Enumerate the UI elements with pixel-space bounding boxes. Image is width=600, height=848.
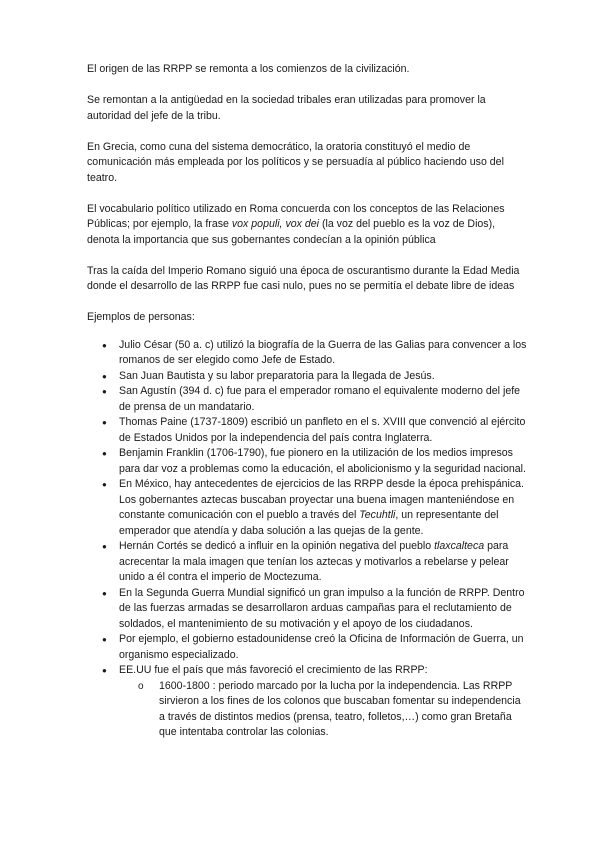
- list-item: [87, 663, 527, 741]
- mexico-text-a: En México, hay antecedentes de ejercicios de las RRPP desde la época prehispánica. Los gobernantes aztecas buscaban proyectar una buena imagen manteniéndose en constante comunicación con el pueblo a través del: [119, 478, 524, 521]
- list-item: ● En la Segunda Guerra Mundial significó un gran impulso a la función de RRPP. Dentro de las fuerzas armadas se desarrollaron arduas campañas para el reclutamiento de soldados, el mantenimiento de su motivación y el apoyo de los ciudadanos.: [87, 586, 527, 633]
- list-item: ● Benjamin Franklin (1706-1790), fue pionero en la utilización de los medios impresos para dar voz a problemas como la educación, el abolicionismo y la seguridad nacional.: [87, 446, 527, 477]
- rome-text-italic: vox populi, vox dei: [231, 218, 320, 230]
- cortes-text-italic: tlaxcalteca: [434, 540, 485, 552]
- list-item: ● Por ejemplo, el gobierno estadounidense creó la Oficina de Información de Guerra, un organismo especializado.: [87, 632, 527, 663]
- sub-list-item: o 1600-1800 : periodo marcado por la lucha por la independencia. Las RRPP sirvieron a los fines de los colonos que buscaban fomentar su independencia a través de distintos medios (prensa, teatro, folletos,…) como gran Bretaña que intentaba controlar las colonias.: [127, 679, 527, 741]
- cortes-text-c: para acrecentar la mala imagen que tenían los aztecas y motivarlos a rebelarse y pelear unido a él contra el imperio de Moctezuma.: [119, 540, 509, 583]
- list-item: ● San Juan Bautista y su labor preparatoria para la llegada de Jesús.: [87, 369, 527, 385]
- examples-list: [87, 338, 527, 741]
- list-item: ● Julio César (50 a. c) utilizó la biografía de la Guerra de las Galias para convencer a los romanos de ser elegido como Jefe de Estado.: [87, 338, 527, 369]
- list-item: ● San Agustín (394 d. c) fue para el emperador romano el equivalente moderno del jefe de prensa de un mandatario.: [87, 384, 527, 415]
- rome-text-c: (la voz del pueblo es la voz de Dios), denota la importancia que sus gobernantes condecían a la opinión pública: [87, 218, 496, 246]
- list-item: [87, 539, 527, 586]
- list-item: ● Thomas Paine (1737-1809) escribió un panfleto en el s. XVIII que convenció al ejército de Estados Unidos por la independencia del país contra Inglaterra.: [87, 415, 527, 446]
- mexico-text-italic: Tecuhtli: [359, 509, 396, 521]
- rome-text-a: El vocabulario político utilizado en Roma concuerda con los conceptos de las Relaciones Públicas; por ejemplo, la frase: [87, 202, 505, 230]
- mexico-text-c: , un representante del emperador que atendía y daba solución a las quejas de la gente.: [119, 509, 499, 537]
- usa-sublist: [119, 679, 527, 741]
- paragraph-origin: El origen de las RRPP se remonta a los comienzos de la civilización.: [87, 63, 410, 75]
- document-page: [87, 62, 527, 741]
- paragraph-antiquity: Se remontan a la antigüedad en la sociedad tribales eran utilizadas para promover la autoridad del jefe de la tribu.: [87, 94, 486, 122]
- examples-heading: Ejemplos de personas:: [87, 311, 195, 323]
- paragraph-rome: [87, 202, 527, 249]
- paragraph-greece: En Grecia, como cuna del sistema democrático, la oratoria constituyó el medio de comunicación más empleada por los políticos y se persuadía al público haciendo uso del teatro.: [87, 140, 504, 184]
- usa-text: EE.UU fue el país que más favoreció el crecimiento de las RRPP:: [119, 664, 428, 676]
- paragraph-middle-ages: Tras la caída del Imperio Romano siguió una época de oscurantismo durante la Edad Media donde el desarrollo de las RRPP fue casi nulo, pues no se permitía el debate libre de ideas: [87, 264, 520, 292]
- cortes-text-a: Hernán Cortés se dedicó a influir en la opinión negativa del pueblo: [119, 540, 435, 552]
- list-item: [87, 477, 527, 539]
